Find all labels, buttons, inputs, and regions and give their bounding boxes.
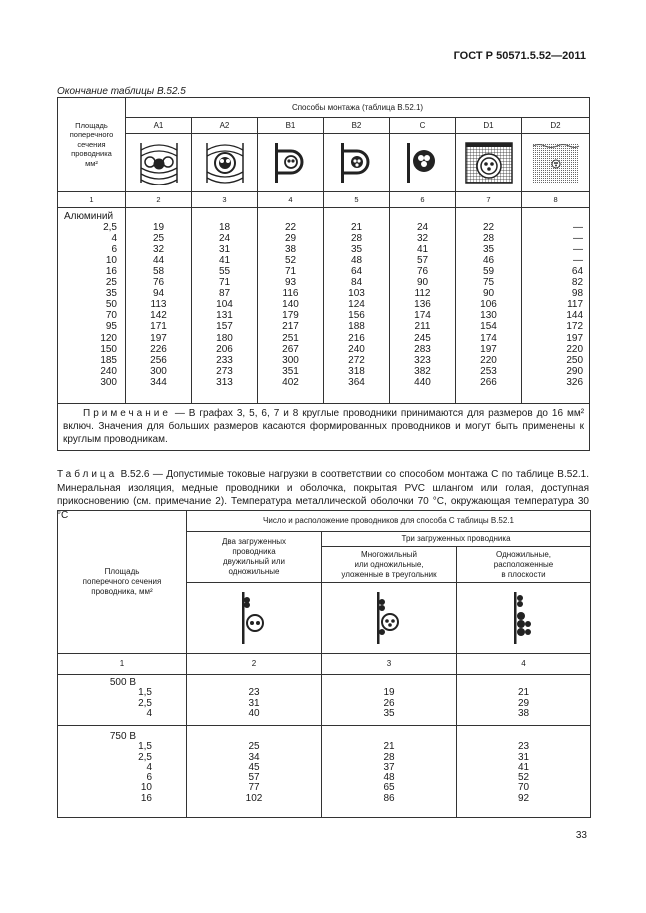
col-number: 4 <box>258 192 324 208</box>
col-header-c: С <box>390 118 456 134</box>
col-number: 1 <box>58 654 187 675</box>
col-number: 3 <box>192 192 258 208</box>
methods-header: Способы монтажа (таблица В.52.1) <box>126 98 590 118</box>
document-header: ГОСТ Р 50571.5.52—2011 <box>453 50 586 62</box>
data-column-d1: 22 28 35 46 59 75 90 106 130 154 174 197 220 253 266 <box>456 208 522 404</box>
install-b1-icon <box>258 134 324 192</box>
triangle-header: Многожильный или одножильные, уложенные в треугольник <box>322 547 457 583</box>
install-a1-icon <box>126 134 192 192</box>
data-column-a2: 18 24 31 41 55 71 87 104 131 157 180 206 233 273 313 <box>192 208 258 404</box>
install-b2-icon <box>324 134 390 192</box>
table-b52-5 <box>57 97 590 451</box>
data-column-3-500v: 19 26 35 <box>322 675 457 726</box>
data-column-3-750v: 21 28 37 48 65 86 <box>322 726 457 818</box>
data-column-d2: — — — — 64 82 98 117 144 172 197 220 250 290 326 <box>522 208 590 404</box>
data-column-4-500v: 21 29 38 <box>457 675 591 726</box>
install-c-icon <box>390 134 456 192</box>
triangle-icon <box>322 583 457 654</box>
table1-caption: Окончание таблицы В.52.5 <box>57 86 186 97</box>
col-number: 5 <box>324 192 390 208</box>
col-number: 2 <box>126 192 192 208</box>
col-header-d2: D2 <box>522 118 590 134</box>
col-number: 1 <box>58 192 126 208</box>
col-header-b2: В2 <box>324 118 390 134</box>
data-column-2-750v: 25 34 45 57 77 102 <box>187 726 322 818</box>
data-column-2-500v: 23 31 40 <box>187 675 322 726</box>
size-column-500v: 500 В 1,5 2,5 4 <box>58 675 187 726</box>
flat-header: Одножильные, расположенные в плоскости <box>457 547 591 583</box>
install-d2-icon <box>522 134 590 192</box>
col-number: 2 <box>187 654 322 675</box>
area-header-cell-2: Площадь поперечного сечения проводника, мм² <box>58 511 187 654</box>
col-number: 6 <box>390 192 456 208</box>
two-cores-icon <box>187 583 322 654</box>
install-a2-icon <box>192 134 258 192</box>
flat-icon <box>457 583 591 654</box>
note-text: — В графах 3, 5, 6, 7 и 8 круглые проводники принимаются для размеров до 16 мм² включ. Значения для больших размеров касаются формированных проводников и могут быть применены к круглым проводникам. <box>63 408 585 445</box>
col-number: 8 <box>522 192 590 208</box>
three-loaded-header: Три загруженных проводника <box>322 532 591 547</box>
data-column-4-750v: 23 31 41 52 70 92 <box>457 726 591 818</box>
col-header-a1: А1 <box>126 118 192 134</box>
table-b52-6 <box>57 510 591 818</box>
col-header-b1: В1 <box>258 118 324 134</box>
size-column: Алюминий 2,5 4 6 10 16 25 35 50 70 95 120 150 185 240 300 <box>58 208 126 404</box>
col-number: 3 <box>322 654 457 675</box>
data-column-b1: 22 29 38 52 71 93 116 140 179 217 251 267 300 351 402 <box>258 208 324 404</box>
install-d1-icon <box>456 134 522 192</box>
note-label: Примечание <box>83 408 171 419</box>
col-header-a2: А2 <box>192 118 258 134</box>
data-column-b2: 21 28 35 48 64 84 103 124 156 188 216 240 272 318 364 <box>324 208 390 404</box>
size-column-750v: 750 В 1,5 2,5 4 6 10 16 <box>58 726 187 818</box>
two-loaded-header: Два загруженных проводника двужильный или одножильные <box>187 532 322 583</box>
col-header-d1: D1 <box>456 118 522 134</box>
col-number: 4 <box>457 654 591 675</box>
conductors-header: Число и расположение проводников для способа С таблицы В.52.1 <box>187 511 591 532</box>
data-column-c: 24 32 41 57 76 90 112 136 174 211 245 283 323 382 440 <box>390 208 456 404</box>
col-number: 7 <box>456 192 522 208</box>
table1-note <box>58 404 590 451</box>
area-header-cell: Площадь поперечного сечения проводника мм² <box>58 98 126 192</box>
table2-caption: Таблица В.52.6 — Допустимые токовые нагрузки в соответствии со способом монтажа С по таблице В.52.1. Минеральная изоляция, медные проводники и оболочка, покрытая PVC шлангом или голая, доступная прикосновению (см. примечание 2). Температура металлической оболочки 70 °С, окружающая температура 30 °С <box>57 469 589 521</box>
page-number: 33 <box>575 830 587 841</box>
data-column-a1: 19 25 32 44 58 76 94 113 142 171 197 226 256 300 344 <box>126 208 192 404</box>
